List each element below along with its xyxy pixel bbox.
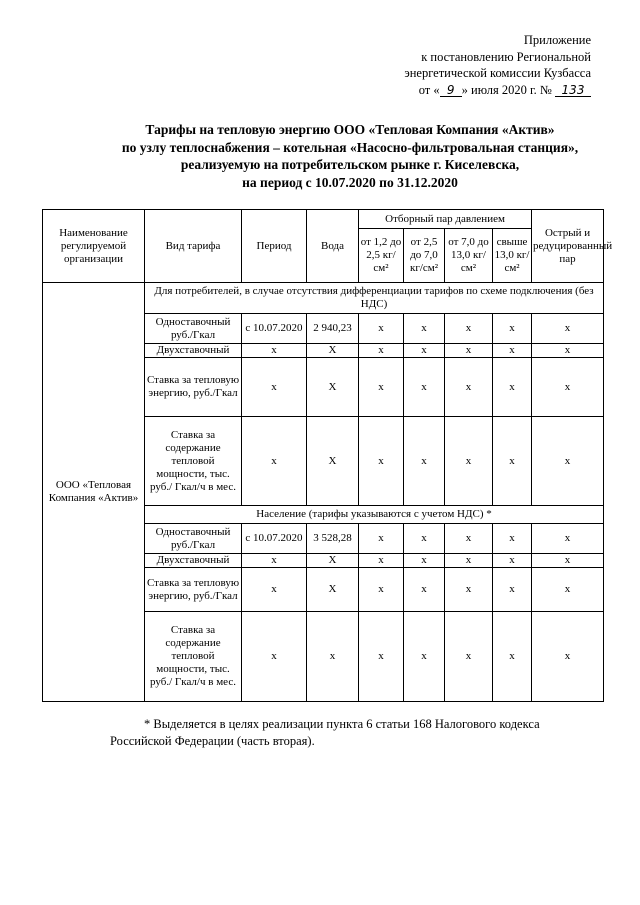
water-cell: 3 528,28 <box>307 524 359 554</box>
appendix-authority: энергетической комиссии Кузбасса <box>404 66 591 80</box>
header-steam-group: Отборный пар давлением <box>359 210 532 229</box>
period-cell: x <box>242 568 307 612</box>
period-cell: с 10.07.2020 <box>242 524 307 554</box>
period-cell: x <box>242 554 307 568</box>
header-p2: от 2,5 до 7,0 кг/см² <box>404 229 445 283</box>
title-line-2: по узлу теплоснабжения – котельная «Насосно-фильтровальная станция», <box>121 139 579 155</box>
period-cell: x <box>242 358 307 417</box>
title-line-4: на период с 10.07.2020 по 31.12.2020 <box>242 174 458 190</box>
p3-cell: x <box>445 612 493 702</box>
p4-cell: x <box>493 568 532 612</box>
appendix-date-line <box>351 82 591 99</box>
decree-number: 133 <box>555 84 591 97</box>
water-cell: X <box>307 358 359 417</box>
period-cell: с 10.07.2020 <box>242 314 307 344</box>
period-cell: x <box>242 612 307 702</box>
p4-cell: x <box>493 417 532 506</box>
header-sharp-steam: Острый и редуцированный пар <box>532 210 604 283</box>
p4-cell: x <box>493 612 532 702</box>
water-cell: X <box>307 568 359 612</box>
header-period: Период <box>242 210 307 283</box>
period-cell: x <box>242 417 307 506</box>
tariff-type: Ставка за тепловую энергию, руб./Гкал <box>145 568 242 612</box>
p3-cell: x <box>445 568 493 612</box>
water-cell: X <box>307 344 359 358</box>
sharp-cell: x <box>532 554 604 568</box>
tariff-type: Ставка за содержание тепловой мощности, тыс. руб./ Гкал/ч в мес. <box>145 612 242 702</box>
header-row-1 <box>43 210 604 229</box>
sharp-cell: x <box>532 358 604 417</box>
appendix-ref: к постановлению Региональной <box>421 49 591 64</box>
date-mid: » июля 2020 г. № <box>461 82 552 97</box>
tariff-type: Ставка за содержание тепловой мощности, тыс. руб./ Гкал/ч в мес. <box>145 417 242 506</box>
p3-cell: x <box>445 554 493 568</box>
appendix-title: Приложение <box>523 33 591 47</box>
sharp-cell: x <box>532 314 604 344</box>
appendix-block <box>351 32 591 98</box>
water-cell: 2 940,23 <box>307 314 359 344</box>
p3-cell: x <box>445 344 493 358</box>
footnote <box>110 716 610 749</box>
tariff-type: Одноставочный руб./Гкал <box>145 524 242 554</box>
p1-cell: x <box>359 568 404 612</box>
p1-cell: x <box>359 524 404 554</box>
sharp-cell: x <box>532 568 604 612</box>
p1-cell: x <box>359 612 404 702</box>
p3-cell: x <box>445 358 493 417</box>
p2-cell: x <box>404 358 445 417</box>
p4-cell: x <box>493 314 532 344</box>
footnote-line-1: * Выделяется в целях реализации пункта 6 статьи 168 Налогового кодекса <box>144 717 540 731</box>
date-day: 9 <box>440 84 462 97</box>
section-2-label: Население (тарифы указываются с учетом НДС) * <box>145 506 604 524</box>
period-cell: x <box>242 344 307 358</box>
tariff-type: Ставка за тепловую энергию, руб./Гкал <box>145 358 242 417</box>
header-p3: от 7,0 до 13,0 кг/см² <box>445 229 493 283</box>
water-cell: X <box>307 554 359 568</box>
p1-cell: x <box>359 554 404 568</box>
header-p4: свыше 13,0 кг/см² <box>493 229 532 283</box>
footnote-line-2: Российской Федерации (часть вторая). <box>110 733 315 748</box>
tariff-type: Одноставочный руб./Гкал <box>145 314 242 344</box>
sharp-cell: x <box>532 344 604 358</box>
sharp-cell: x <box>532 417 604 506</box>
p2-cell: x <box>404 344 445 358</box>
p1-cell: x <box>359 358 404 417</box>
p1-cell: x <box>359 344 404 358</box>
section-1-label: Для потребителей, в случае отсутствия дифференциации тарифов по схеме подключения (без НДС) <box>145 283 604 314</box>
header-org: Наименование регулируемой организации <box>43 210 145 283</box>
p2-cell: x <box>404 568 445 612</box>
title-line-1: Тарифы на тепловую энергию ООО «Тепловая Компания «Актив» <box>145 122 555 137</box>
p1-cell: x <box>359 314 404 344</box>
tariff-type: Двухставочный <box>145 554 242 568</box>
document-title <box>60 121 640 191</box>
p3-cell: x <box>445 417 493 506</box>
p3-cell: x <box>445 524 493 554</box>
p1-cell: x <box>359 417 404 506</box>
p2-cell: x <box>404 417 445 506</box>
p2-cell: x <box>404 612 445 702</box>
tariff-type: Двухставочный <box>145 344 242 358</box>
tariff-table <box>42 209 613 702</box>
header-type: Вид тарифа <box>145 210 242 283</box>
p4-cell: x <box>493 554 532 568</box>
p3-cell: x <box>445 314 493 344</box>
org-name-cell: ООО «Тепловая Компания «Актив» <box>43 283 145 702</box>
p2-cell: x <box>404 524 445 554</box>
p4-cell: x <box>493 524 532 554</box>
p2-cell: x <box>404 554 445 568</box>
water-cell: x <box>307 612 359 702</box>
header-water: Вода <box>307 210 359 283</box>
p4-cell: x <box>493 358 532 417</box>
section-row <box>43 283 604 314</box>
sharp-cell: x <box>532 612 604 702</box>
water-cell: X <box>307 417 359 506</box>
p4-cell: x <box>493 344 532 358</box>
header-p1: от 1,2 до 2,5 кг/см² <box>359 229 404 283</box>
title-line-3: реализуемую на потребительском рынке г. Киселевска, <box>180 157 520 172</box>
sharp-cell: x <box>532 524 604 554</box>
date-prefix: от « <box>418 82 440 97</box>
p2-cell: x <box>404 314 445 344</box>
